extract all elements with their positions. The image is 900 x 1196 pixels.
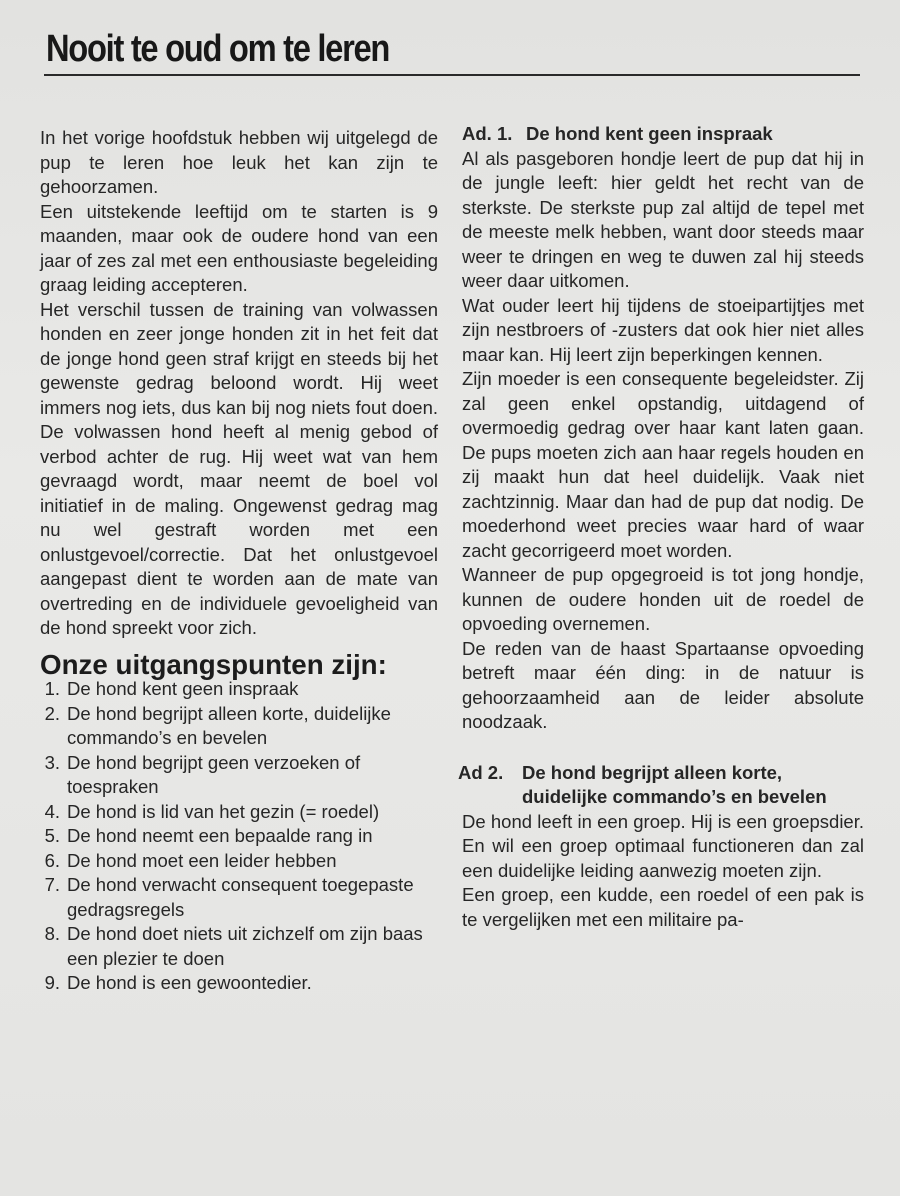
list-item-text: De hond doet niets uit zichzelf om zijn baas een plezier te doen — [67, 923, 423, 969]
list-item-number: 3. — [44, 751, 60, 773]
list-item-number: 9. — [44, 972, 60, 993]
section-1-number: Ad. 1. — [462, 123, 513, 144]
title-rule — [44, 74, 860, 76]
section-2-number: Ad 2. — [458, 761, 504, 783]
list-item — [40, 677, 438, 702]
list-item — [40, 971, 438, 996]
section-1-heading — [462, 122, 864, 147]
list-item-number: 8. — [44, 923, 60, 944]
list-item — [40, 873, 438, 922]
section-2-title: De hond begrijpt alleen korte, duidelijke commando’s en bevelen — [522, 761, 827, 807]
intro-paragraph: In het vorige hoofdstuk hebben wij uitgelegd de pup te leren hoe leuk het kan zijn te gehoorzamen. — [40, 127, 438, 197]
list-item-text: De hond begrijpt alleen korte, duidelijke commando’s en bevelen — [67, 702, 391, 748]
principles-list — [40, 677, 438, 996]
age-paragraph: Een uitstekende leeftijd om te starten is 9 maanden, maar ook de oudere hond van een jaar of zes zal met een enthousiaste begeleiding graag leiding accepteren. — [40, 200, 438, 295]
list-item-number: 7. — [44, 874, 60, 895]
section-1-paragraph: De reden van de haast Spartaanse opvoeding betreft maar één ding: in de natuur is gehoorzaamheid aan de leider absolute noodzaak. — [462, 637, 864, 732]
list-item-text: De hond begrijpt geen verzoeken of toespraken — [67, 751, 361, 797]
list-item — [40, 922, 438, 971]
list-item-text: De hond kent geen inspraak — [67, 678, 299, 699]
list-item-text: De hond neemt een bepaalde rang in — [67, 825, 373, 846]
list-item — [40, 849, 438, 874]
right-column — [458, 122, 864, 932]
section-2-heading — [458, 761, 864, 810]
page-title: Nooit te oud om te leren — [46, 28, 390, 70]
section-1-paragraph: Al als pasgeboren hondje leert de pup dat hij in de jungle leeft: hier geldt het recht van de sterkste. De sterkste pup zal altijd de tepel met de meeste melk hebben, want door steeds maar weer te dringen en weg te duwen zal hij steeds weer daar uitkomen. — [462, 147, 864, 291]
section-1-paragraph: Wanneer de pup opgegroeid is tot jong hondje, kunnen de oudere honden uit de roedel de opvoeding overnemen. — [462, 564, 864, 634]
list-item-number: 4. — [44, 800, 60, 822]
list-item — [40, 800, 438, 825]
list-item-text: De hond is lid van het gezin (= roedel) — [67, 800, 380, 822]
training-difference-paragraph: Het verschil tussen de training van volwassen honden en zeer jonge honden zit in het feit dat de jonge hond geen straf krijgt en steeds bij het gewenste gedrag beloond wordt. Hij weet immers nog iets, dus kan bij nog niets fout doen. De volwassen hond heeft al menig gebod of verbod achter de rug. Hij weet wat van hem gevraagd wordt, maar neemt de boel vol initiatief in de maling. Ongewenst gedrag mag nu wel gestraft worden met een onlustgevoel/correctie. Dat het onlustgevoel aangepast dient te worden aan de mate van overtreding en de individuele gevoeligheid van de hond spreekt voor zich. — [40, 298, 438, 638]
principles-heading: Onze uitgangspunten zijn: — [40, 648, 387, 680]
section-2-paragraph: De hond leeft in een groep. Hij is een groepsdier. En wil een groep optimaal functioneren dan zal een duidelijke leiding aanwezig moeten zijn. — [462, 810, 864, 881]
section-1-title: De hond kent geen inspraak — [526, 123, 773, 144]
list-item-text: De hond moet een leider hebben — [67, 849, 337, 871]
list-item-number: 5. — [44, 825, 60, 846]
list-item — [40, 751, 438, 800]
section-1-paragraph: Zijn moeder is een consequente begeleidster. Zij zal geen enkel opstandig, uitdagend of overmoedig gedrag over haar kant laten gaan. De pups moeten zich aan haar regels houden en zij maakt hun dat heel duidelijk. Vaak niet zachtzinnig. Maar dan had de pup dat nodig. De moederhond weet precies waar hard of waar zacht gecorrigeerd moet worden. — [462, 368, 864, 561]
list-item-text: De hond verwacht consequent toegepaste gedragsregels — [67, 874, 414, 920]
list-item-number: 2. — [44, 702, 60, 724]
list-item-number: 6. — [44, 849, 60, 871]
list-item-number: 1. — [44, 678, 60, 699]
section-1-paragraph: Wat ouder leert hij tijdens de stoeipartijtjes met zijn nestbroers of -zusters dat ook hier niet alles maar kan. Hij leert zijn beperkingen kennen. — [462, 294, 864, 365]
list-item — [40, 702, 438, 751]
left-column — [40, 126, 438, 996]
section-2-paragraph: Een groep, een kudde, een roedel of een pak is te vergelijken met een militaire pa- — [462, 884, 864, 930]
list-item — [40, 824, 438, 849]
list-item-text: De hond is een gewoontedier. — [67, 972, 312, 993]
